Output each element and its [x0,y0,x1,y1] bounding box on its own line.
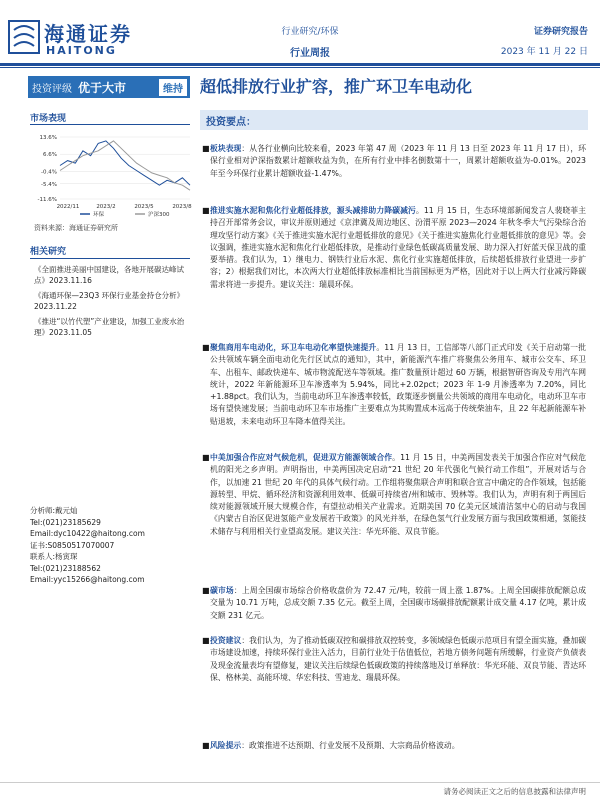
keypoint-paragraph [202,585,587,622]
keypoint-text: ：我们认为，为了推动低碳双控和碳排放双控转变，多领域绿色低碳示范项目有望全面实施，叠加碳市场建设加速，持续环保行业注入活力，目前行业处于估值低位，若地方债务问题有所缓解，行业资产负债表及现金流量表均有望修复，建议关注后续绿色低碳政策的持续落地及订单释放：华光环能、双良节能、青达环保、格林美、高能环境、华宏科技、雪迪龙、瑞晨环保。 [210,636,587,682]
related-item[interactable]: 《推进“以竹代塑”产业建设，加强工业废水治理》2023.11.05 [34,317,185,337]
report-label: 证券研究报告 [533,27,588,37]
bullet-icon: ■ [202,206,210,215]
related-heading: 相关研究 [30,247,67,257]
rating-value: 优于大市 [78,80,127,95]
bullet-icon: ■ [202,586,210,595]
contact-email[interactable]: Email:yyc15266@haitong.com [30,575,145,584]
analyst-info [30,505,145,586]
chart-y-tick: 13.6% [39,134,57,141]
header-divider-thin [0,67,600,68]
keypoints-bar [200,110,588,130]
chart-y-tick: -0.4% [41,169,57,176]
chart-x-tick: 2023/5 [134,204,154,210]
analyst-name: 分析师:戴元灿 [30,506,78,515]
keypoint-text: ：从各行业横向比较来看，2023 年第 47 周（2023 年 11 月 13 日至 2023 年 11 月 17 日），环保行业相对沪深指数累计超额收益为负，在所有行业中排名倒数第十一，周累计超额收益为-0.01%。2023 年至今环保行业累计超额收益-1.47%。 [210,144,586,178]
market-heading: 市场表现 [30,114,67,124]
keypoint-lead: 中美加强合作应对气候危机，促进双方能源领域合作 [210,453,393,462]
brand-name-en: HAITONG [46,44,117,57]
related-item[interactable]: 《海通环保—23Q3 环保行业基金持仓分析》2023.11.22 [34,291,185,311]
contact-tel: Tel:(021)23188562 [30,563,101,573]
haitong-logo-icon [8,20,40,54]
related-divider [30,258,190,259]
chart-y-tick: -5.4% [41,181,57,188]
rating-label: 投资评级 [32,83,72,95]
keypoint-paragraph [202,740,586,752]
bullet-icon: ■ [202,636,210,645]
report-date: 2023 年 11 月 22 日 [500,47,588,57]
bullet-icon: ■ [202,343,210,352]
keypoint-paragraph [202,205,587,291]
chart-series-line [60,141,190,185]
footer-disclaimer: 请务必阅读正文之后的信息披露和法律声明 [443,787,586,796]
bullet-icon: ■ [202,144,210,153]
keypoint-text: ：政策推进不达预期、行业发展不及预期、大宗商品价格波动。 [241,741,460,750]
bullet-icon: ■ [202,453,210,462]
bullet-icon: ■ [202,741,210,750]
keypoint-paragraph [202,143,586,180]
keypoint-lead: 投资建议 [210,636,242,645]
contact-name: 联系人:杨寅琛 [30,552,78,561]
header-divider [0,63,600,66]
related-item[interactable]: 《全面推进美丽中国建设，各地开展碳达峰试点》2023.11.16 [34,265,184,285]
analyst-cert: 证书:S0850517070007 [30,540,115,550]
keypoint-paragraph [202,342,587,428]
report-category: 行业研究/环保 [281,27,339,37]
chart-x-tick: 2023/8 [172,204,192,210]
report-type: 行业周报 [290,48,330,59]
keypoint-text: 。11 月 13 日，工信部等八部门正式印发《关于启动第一批公共领域车辆全面电动化先行区试点的通知》，其中，新能源汽车推广将聚焦公务用车、城市公交车、环卫车、出租车、邮政快递车、城市物流配送车等领域。推广数量预计超过 60 万辆，根据智研咨询及专用汽车网统计，2022 年新能源环卫车渗透率为 5.94%，同比+2.02pct；2023 年 1-9 月渗透率为 7.20%，同比+1.88pct。我们认为，当前电动环卫车渗透率较低，政策逐步倒量公共领域的商用车电动化，电动环卫车市场有望快速发展；当前电动环卫车市场推广主要难点为其购置成本远高于传统柴油车，且 22 年起新能源车补贴退坡，未来电动环卫车降本值得关注。 [210,343,587,426]
chart-legend-label: 沪深300 [148,212,170,218]
keypoint-text: ：上周全国碳市场综合价格收盘价为 72.47 元/吨，较前一周上涨 1.87%。上周全国碳排放配额总成交量为 10.71 万吨，总成交额 7.35 亿元。截至上周，全国碳市场碳排放配额累计成交量 4.17 亿吨，累计成交额 231 亿元。 [210,586,587,620]
company-logo [8,14,168,64]
chart-x-tick: 2022/11 [56,204,80,210]
chart-legend-label: 环保 [93,212,105,218]
keypoint-lead: 风险提示 [210,741,242,750]
brand-name-cn: 海通证券 [44,22,132,46]
analyst-email[interactable]: Email:dyc10422@haitong.com [30,529,145,538]
analyst-tel: Tel:(021)23185629 [30,517,101,527]
chart-x-tick: 2023/2 [96,204,116,210]
keypoint-lead: 碳市场 [210,586,234,595]
keypoint-lead: 聚焦商用车电动化，环卫车电动化率望快速提升 [210,343,377,352]
chart-source: 资料来源：海通证券研究所 [34,224,118,232]
footer-divider [0,782,600,783]
chart-series-line [60,141,190,190]
market-divider [30,124,190,125]
keypoint-text: 。11 月 15 日，中美两国发表关于加强合作应对气候危机的阳光之乡声明。声明指出，中美两国决定启动“21 世纪 20 年代强化气候行动工作组”，开展对话与合作，以加速 21 世纪 20 年代的具体气候行动。工作组将聚焦联合声明和联合宣言中确定的合作领域，包括能源转型、甲烷、循环经济和资源利用效率、低碳可持续省/州和城市、毁林等。我们认为，声明有利于两国后续对能源领域开展大规模合作，有望拉动相关产业需求。近期美国 70 亿美元区域清洁氢中心的启动与我国《内蒙古自治区促进氢能产业发展若干政策》的风光并举，在绿色氢气行业发展方面与我国政策相通，氢能技术储存与利用相关行业望高发展。建议关注：华光环能、双良节能。 [210,453,586,536]
keypoint-paragraph [202,635,587,684]
rating-status: 维持 [159,79,187,96]
keypoint-lead: 板块表现 [210,144,242,153]
keypoint-text: 。11 月 15 日，生态环境部新闻发言人裴晓菲主持召开部常务会议，审议并原则通过《京津冀及周边地区、汾渭平原 2023—2024 年秋冬季大气污染综合治理攻坚行动方案》《关于推进实施水泥行业超低排放的意见》《关于推进实施焦化行业超低排放的意见》等。会议强调，推进实施水泥和焦化行业超低排放，是推动行业绿色低碳高质量发展、助力深入打好蓝天保卫战的重要举措。我们认为，1）继电力、钢铁行业后水泥、焦化行业实施超低排放，后续超低排放行业望进一步扩容；2）根据我们对比，本次两大行业超低排放标准相比当前国标更为严格，因此对于以上两大行业减污降碳需求将进一步提升。建议关注：瑞晨环保。 [210,206,587,289]
page-title: 超低排放行业扩容，推广环卫车电动化 [200,77,473,96]
chart-y-tick: -11.6% [37,197,57,204]
keypoints-title: 投资要点： [206,117,256,128]
market-chart [30,130,195,218]
chart-y-tick: 6.6% [43,152,57,159]
rating-box [28,76,190,98]
keypoint-paragraph [202,452,586,538]
keypoint-lead: 推进实施水泥和焦化行业超低排放，源头减排助力降碳减污 [210,206,416,215]
